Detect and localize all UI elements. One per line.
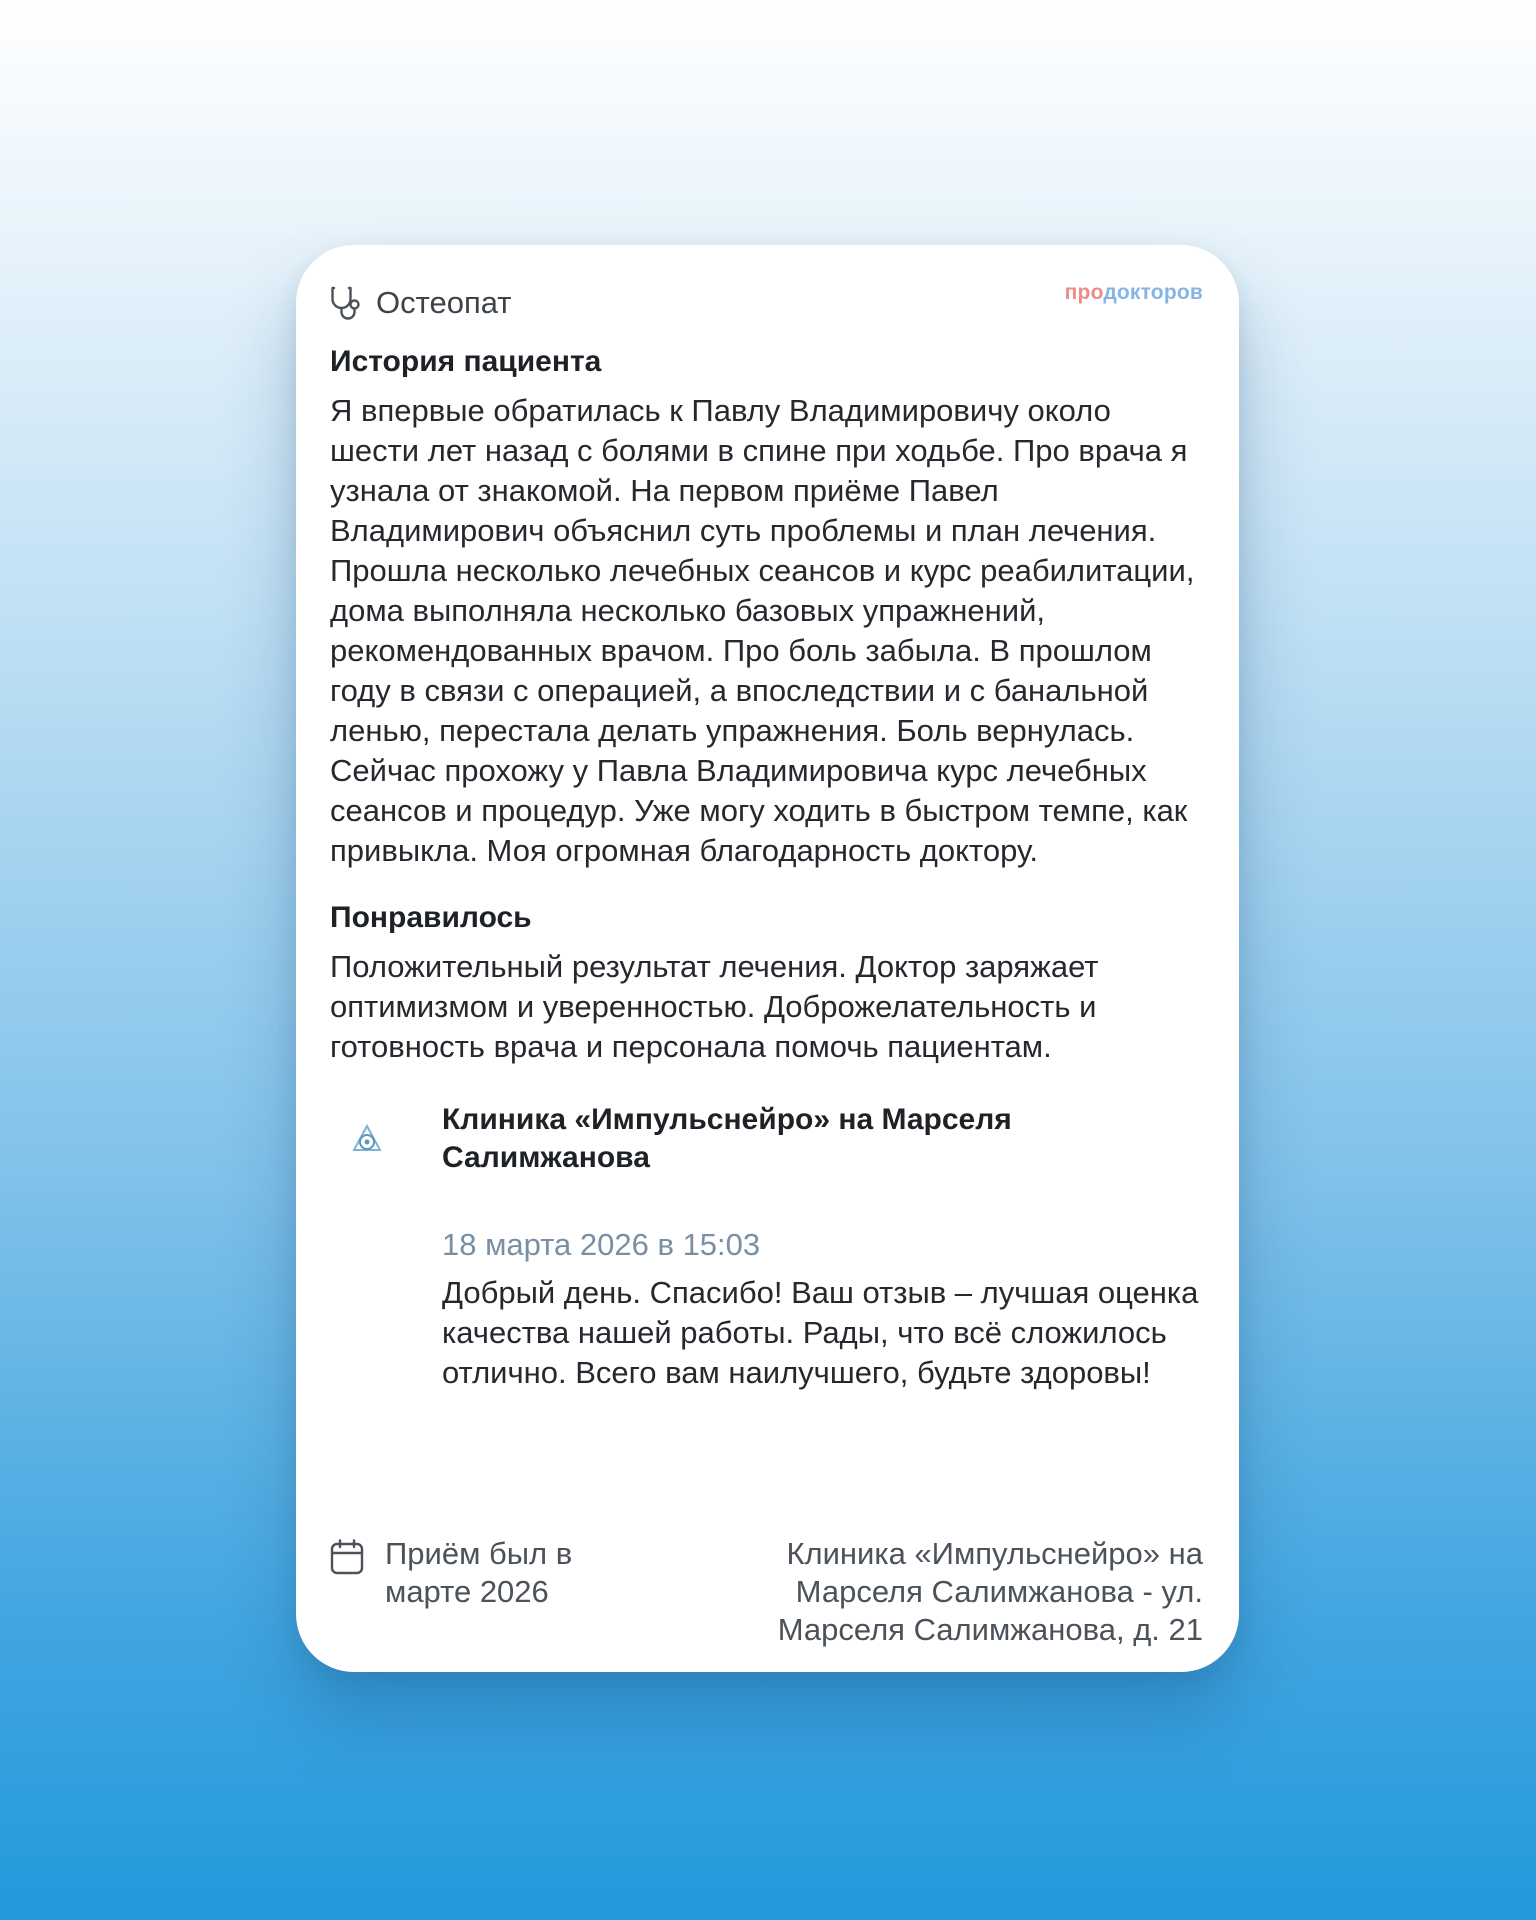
brand-logo-part1: про (1064, 281, 1104, 304)
liked-title: Понравилось (330, 901, 532, 934)
reply-date: 18 марта 2026 в 15:03 (442, 1227, 761, 1262)
stethoscope-icon (330, 285, 364, 321)
review-card (296, 245, 1239, 1672)
reply-text: Добрый день. Спасибо! Ваш отзыв – лучшая оценка качества нашей работы. Рады, что всё сложилось отлично. Всего вам наилучшего, будьте здоровы! (442, 1275, 1199, 1390)
liked-text: Положительный результат лечения. Доктор заряжает оптимизмом и уверенностью. Доброжелательность и готовность врача и персонала помочь пациентам. (330, 949, 1099, 1064)
calendar-icon (330, 1539, 364, 1575)
clinic-name[interactable]: Клиника «Импульснейро» на Марселя Салимжанова (442, 1103, 1012, 1174)
clinic-address[interactable]: Клиника «Импульснейро» на Марселя Салимжанова - ул. Марселя Салимжанова, д. 21 (777, 1536, 1203, 1647)
story-title: История пациента (330, 345, 602, 378)
story-text: Я впервые обратилась к Павлу Владимировичу около шести лет назад с болями в спине при ходьбе. Про врача я узнала от знакомой. На первом приёме Павел Владимирович объяснил суть проблемы и план лечения. Прошла несколько лечебных сеансов и курс реабилитации, дома выполняла несколько базовых упражнений, рекомендованных врачом. Про боль забыла. В прошлом году в связи с операцией, а впоследствии и с банальной ленью, перестала делать упражнения. Боль вернулась. Сейчас прохожу у Павла Владимировича курс лечебных сеансов и процедур. Уже могу ходить в быстром темпе, как привыкла. Моя огромная благодарность доктору. (330, 393, 1195, 868)
clinic-logo-icon (350, 1123, 384, 1157)
brand-logo-part2: докторов (1103, 281, 1203, 304)
visit-info (330, 1535, 615, 1649)
brand-logo[interactable] (1065, 281, 1203, 305)
review-header (330, 275, 1203, 331)
visit-date: Приём был в марте 2026 (385, 1536, 573, 1609)
clinic-reply (330, 1101, 1203, 1393)
specialty-label: Остеопат (376, 285, 512, 320)
review-footer (330, 1535, 1203, 1649)
